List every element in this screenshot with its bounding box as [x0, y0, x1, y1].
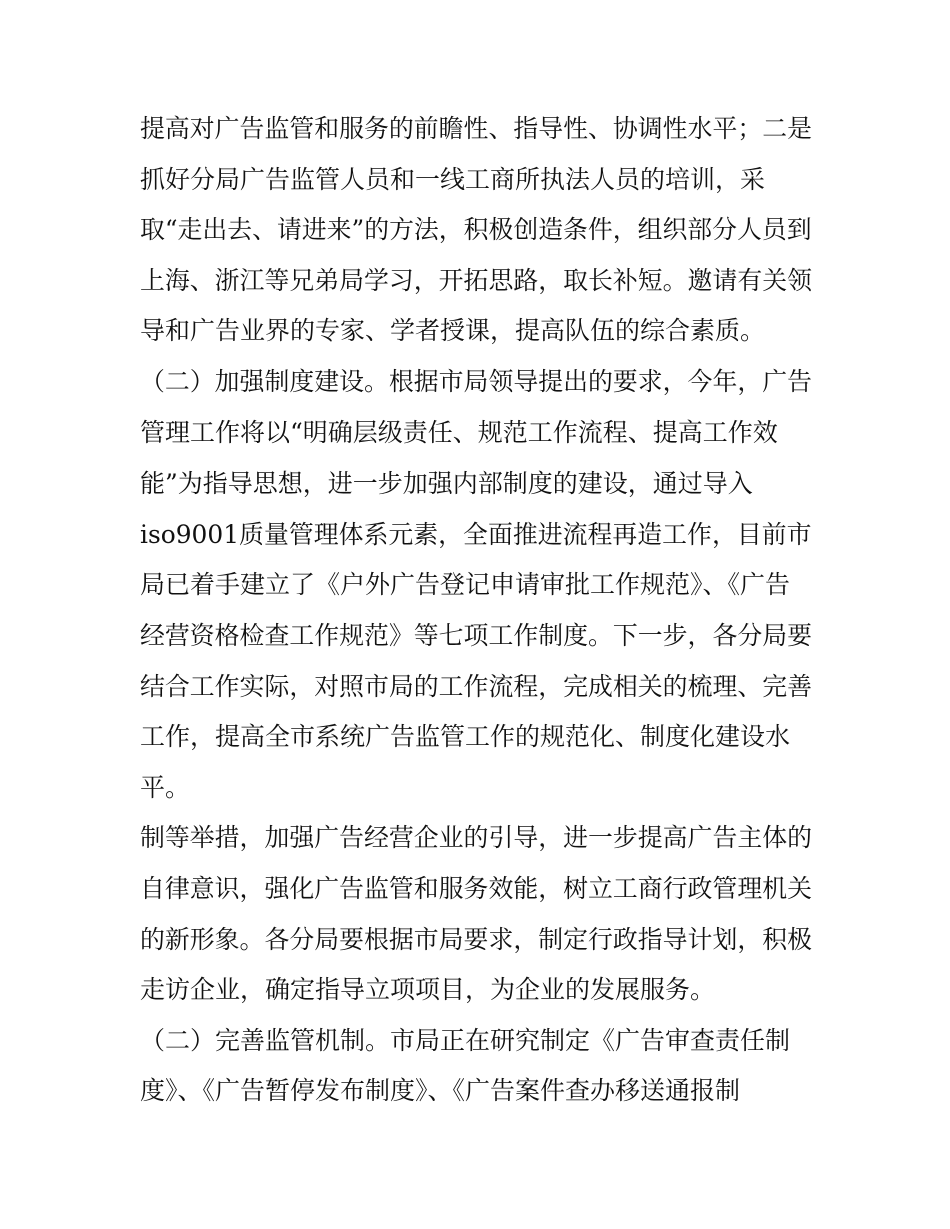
text-line: （二）完善监管机制。市局正在研究制定《广告审查责任制 [140, 1026, 791, 1055]
text-line: 经营资格检查工作规范》等七项工作制度。下一步，各分局要 [140, 621, 813, 650]
text-line: 结合工作实际，对照市局的工作流程，完成相关的梳理、完善 [140, 672, 813, 701]
text-line: 提高对广告监管和服务的前瞻性、指导性、协调性水平；二是 [140, 114, 813, 143]
text-line: 取“走出去、请进来”的方法，积极创造条件，组织部分人员到 [140, 215, 812, 244]
text-line: 工作，提高全市系统广告监管工作的规范化、制度化建设水 [140, 722, 791, 751]
text-line: 走访企业，确定指导立项项目，为企业的发展服务。 [140, 975, 716, 1004]
text-line: 上海、浙江等兄弟局学习，开拓思路，取长补短。邀请有关领 [140, 266, 813, 295]
text-line: 平。 [140, 773, 191, 802]
text-line: 制等举措，加强广告经营企业的引导，进一步提高广告主体的 [140, 823, 813, 852]
text-line: 度》、《广告暂停发布制度》、《广告案件查办移送通报制 [140, 1076, 741, 1105]
text-line: 自律意识，强化广告监管和服务效能，树立工商行政管理机关 [140, 874, 813, 903]
text-line: （二）加强制度建设。根据市局领导提出的要求，今年，广告 [140, 367, 813, 396]
text-line: 的新形象。各分局要根据市局要求，制定行政指导计划，积极 [140, 925, 813, 954]
text-line: 局已着手建立了《户外广告登记申请审批工作规范》、《广告 [140, 570, 791, 599]
text-line: 导和广告业界的专家、学者授课，提高队伍的综合素质。 [140, 316, 766, 345]
text-line: iso9001质量管理体系元素，全面推进流程再造工作，目前市 [140, 520, 812, 549]
text-line: 管理工作将以“明确层级责任、规范工作流程、提高工作效 [140, 418, 778, 447]
text-line: 能”为指导思想，进一步加强内部制度的建设，通过导入 [140, 469, 753, 498]
text-line: 抓好分局广告监管人员和一线工商所执法人员的培训，采 [140, 165, 766, 194]
